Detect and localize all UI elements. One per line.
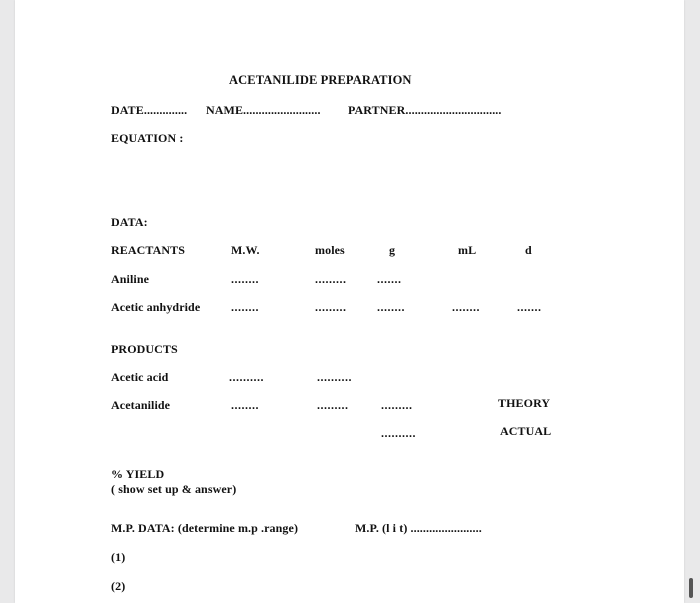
acetic-anhydride-moles-blank: ......... bbox=[315, 300, 347, 314]
product-acetanilide-label: Acetanilide bbox=[111, 398, 171, 412]
acetic-anhydride-ml-blank: ........ bbox=[452, 300, 480, 314]
yield-instructions: ( show set up & answer) bbox=[111, 482, 237, 496]
column-header-moles: moles bbox=[315, 243, 345, 257]
acetic-acid-moles-blank: .......... bbox=[317, 370, 352, 384]
data-label: DATA: bbox=[111, 215, 148, 229]
aniline-g-blank: ....... bbox=[377, 272, 402, 286]
product-acetic-acid-label: Acetic acid bbox=[111, 370, 169, 384]
mp-entry-2: (2) bbox=[111, 579, 126, 593]
theory-label: THEORY bbox=[498, 396, 551, 410]
worksheet-page bbox=[15, 0, 684, 603]
products-label: PRODUCTS bbox=[111, 342, 178, 356]
equation-label: EQUATION : bbox=[111, 131, 184, 145]
page-title: ACETANILIDE PREPARATION bbox=[229, 73, 412, 87]
mp-entry-1: (1) bbox=[111, 550, 126, 564]
reactant-aniline-label: Aniline bbox=[111, 272, 150, 286]
column-header-mw: M.W. bbox=[231, 243, 260, 257]
actual-label: ACTUAL bbox=[500, 424, 552, 438]
column-header-d: d bbox=[525, 243, 532, 257]
mp-data-label: M.P. DATA: (determine m.p .range) bbox=[111, 521, 299, 535]
acetic-anhydride-mw-blank: ........ bbox=[231, 300, 259, 314]
acetic-acid-mw-blank: .......... bbox=[229, 370, 264, 384]
acetanilide-actual-g-blank: .......... bbox=[381, 426, 416, 440]
acetic-anhydride-g-blank: ........ bbox=[377, 300, 405, 314]
acetanilide-mw-blank: ........ bbox=[231, 398, 259, 412]
reactant-acetic-anhydride-label: Acetic anhydride bbox=[111, 300, 201, 314]
aniline-mw-blank: ........ bbox=[231, 272, 259, 286]
percent-yield-label: % YIELD bbox=[111, 467, 165, 481]
name-field: NAME......................... bbox=[206, 103, 321, 117]
partner-field: PARTNER............................... bbox=[348, 103, 502, 117]
mp-literature-field: M.P. (l i t) ....................... bbox=[355, 521, 482, 535]
aniline-moles-blank: ......... bbox=[315, 272, 347, 286]
acetic-anhydride-d-blank: ....... bbox=[517, 300, 542, 314]
acetanilide-theory-g-blank: ......... bbox=[381, 398, 413, 412]
column-header-g: g bbox=[389, 243, 396, 257]
vertical-scrollbar[interactable] bbox=[689, 578, 693, 598]
column-header-ml: mL bbox=[458, 243, 477, 257]
date-field: DATE.............. bbox=[111, 103, 188, 117]
column-header-reactants: REACTANTS bbox=[111, 243, 186, 257]
acetanilide-moles-blank: ......... bbox=[317, 398, 349, 412]
